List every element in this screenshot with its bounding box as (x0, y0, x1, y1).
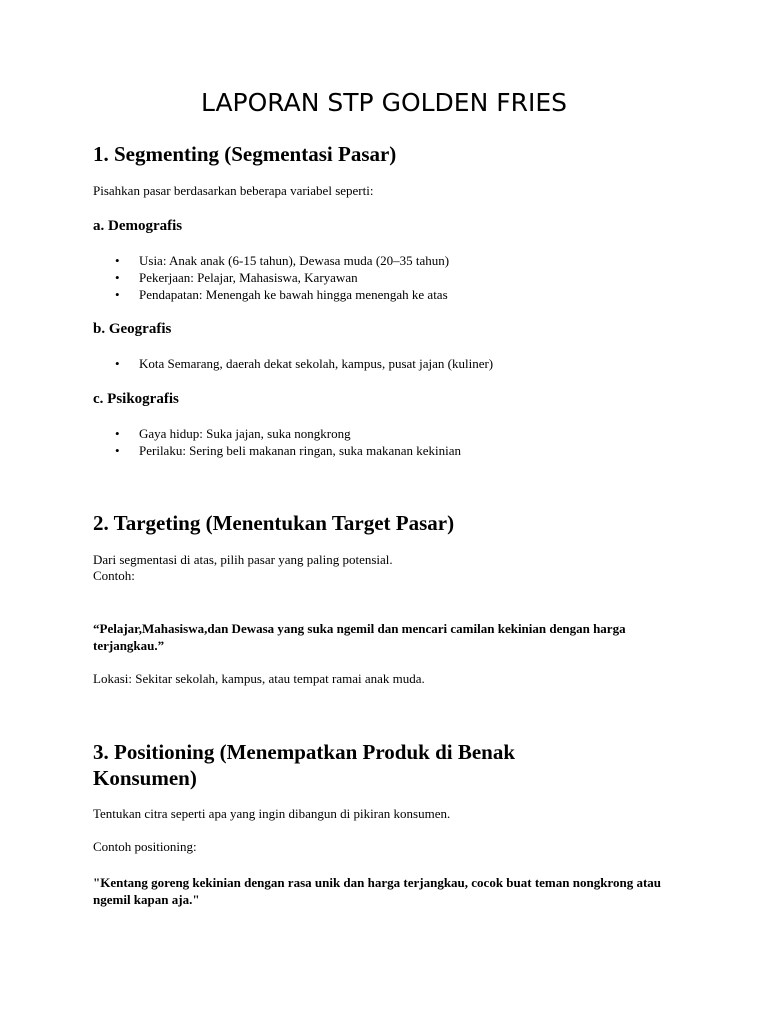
psikografis-heading: c. Psikografis (93, 391, 179, 407)
list-item: • Gaya hidup: Suka jajan, suka nongkrong (93, 425, 693, 442)
segmenting-intro: Pisahkan pasar berdasarkan beberapa variabel seperti: (93, 183, 374, 198)
segmenting-heading: 1. Segmenting (Segmentasi Pasar) (93, 142, 397, 166)
psikografis-list (93, 425, 693, 459)
document-title: LAPORAN STP GOLDEN FRIES (200, 88, 568, 117)
targeting-quote: “Pelajar,Mahasiswa,dan Dewasa yang suka ngemil dan mencari camilan kekinian dengan harga terjangkau.” (93, 621, 626, 653)
list-item: • Pekerjaan: Pelajar, Mahasiswa, Karyawan (93, 269, 693, 286)
positioning-intro: Tentukan citra seperti apa yang ingin dibangun di pikiran konsumen. (93, 806, 451, 821)
geografis-list (93, 355, 693, 372)
list-item: • Usia: Anak anak (6-15 tahun), Dewasa muda (20–35 tahun) (93, 252, 693, 269)
demografis-heading: a. Demografis (93, 218, 183, 234)
positioning-heading: 3. Positioning (Menempatkan Produk di Benak Konsumen) (93, 740, 516, 790)
positioning-quote: "Kentang goreng kekinian dengan rasa unik dan harga terjangkau, cocok buat teman nongkrong atau ngemil kapan aja." (93, 875, 662, 907)
list-item: • Perilaku: Sering beli makanan ringan, suka makanan kekinian (93, 442, 693, 459)
demografis-list (93, 252, 693, 303)
positioning-example-label: Contoh positioning: (93, 839, 197, 854)
list-item: • Kota Semarang, daerah dekat sekolah, kampus, pusat jajan (kuliner) (93, 355, 693, 372)
geografis-heading: b. Geografis (93, 321, 172, 337)
targeting-intro: Dari segmentasi di atas, pilih pasar yang paling potensial. (93, 552, 393, 567)
targeting-location: Lokasi: Sekitar sekolah, kampus, atau tempat ramai anak muda. (93, 671, 425, 686)
list-item: • Pendapatan: Menengah ke bawah hingga menengah ke atas (93, 286, 693, 303)
targeting-heading: 2. Targeting (Menentukan Target Pasar) (93, 511, 455, 535)
targeting-example-label: Contoh: (93, 568, 135, 583)
